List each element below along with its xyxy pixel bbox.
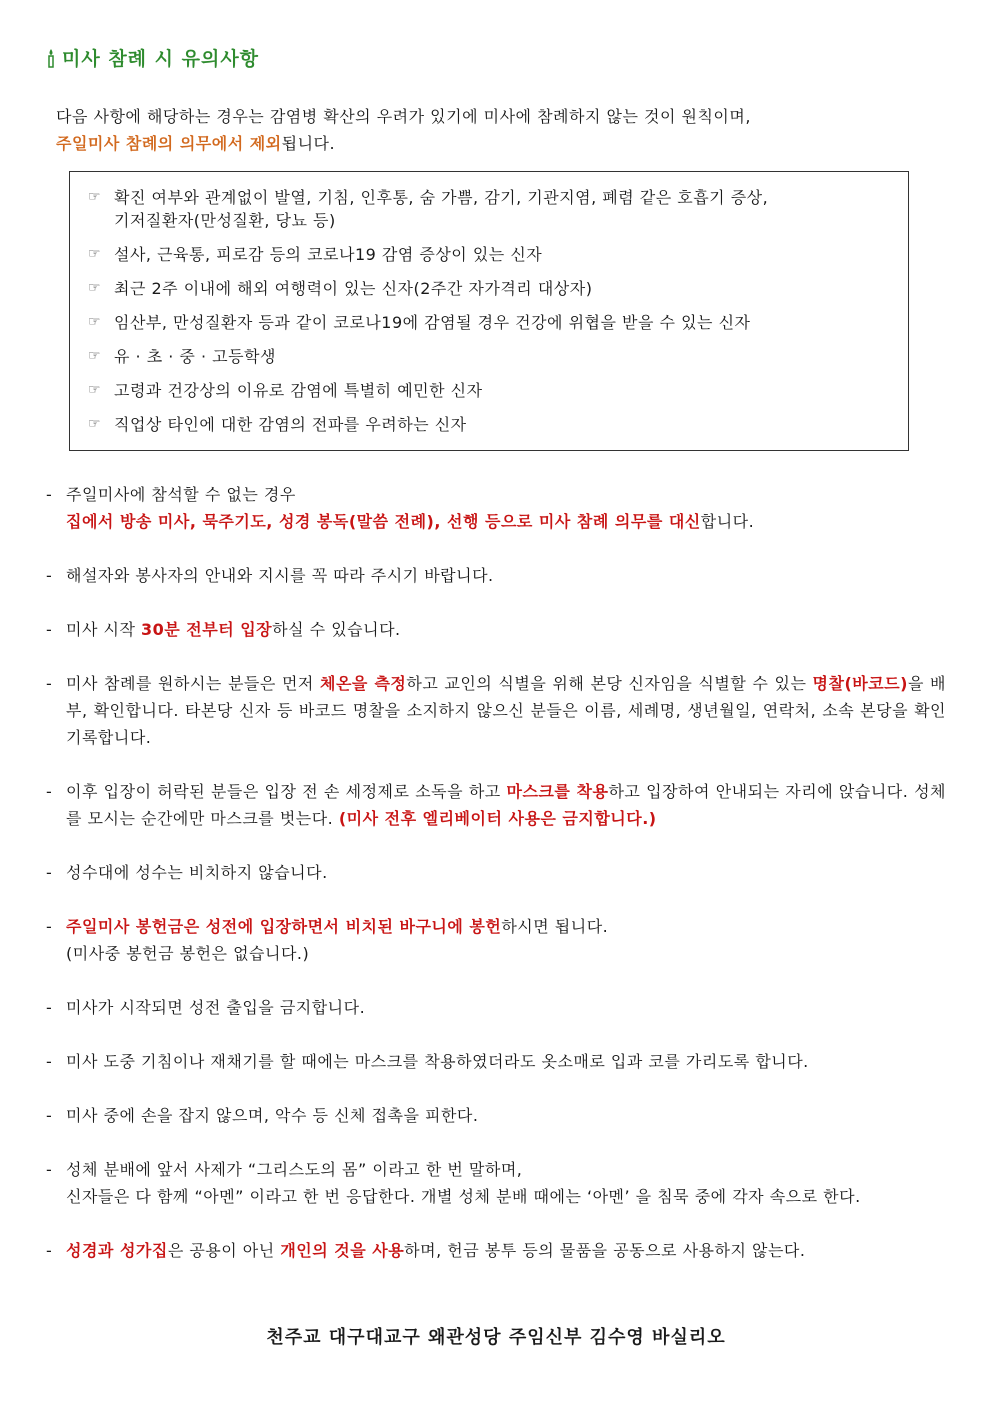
- exclusion-text: 임산부, 만성질환자 등과 같이 코로나19에 감염될 경우 건강에 위협을 받을 수 있는 신자: [114, 313, 751, 332]
- note-text-rest: 합니다.: [700, 512, 755, 531]
- note-text: 미사 도중 기침이나 재채기를 할 때에는 마스크를 착용하였더라도 옷소매로 입과 코를 가리도록 합니다.: [66, 1052, 809, 1071]
- page-title-text: 미사 참례 시 유의사항: [62, 48, 260, 70]
- dash-bullet: -: [46, 1106, 53, 1125]
- note-text-part: 이후 입장이 허락된 분들은 입장 전 손 세정제로 소독을 하고: [66, 782, 507, 801]
- note-item: [46, 670, 946, 751]
- exclusion-text: 고령과 건강상의 이유로 감염에 특별히 예민한 신자: [114, 381, 483, 400]
- note-text-part: 미사 시작: [66, 620, 141, 639]
- notes-list: [46, 481, 946, 1264]
- note-item: [46, 616, 946, 643]
- exclusion-list: [70, 172, 908, 436]
- note-text-part: 을 배부, 확인합니다. 타본당 신자 등 바코드 명찰을 소지하지 않으신 분들은 이름, 세례명, 생년월일, 연락처, 소속 본당을 확인 기록합니다.: [66, 674, 946, 747]
- note-text: [66, 1237, 946, 1264]
- dash-bullet: -: [46, 485, 53, 504]
- exclusion-text: 유 · 초 · 중 · 고등학생: [114, 347, 276, 366]
- note-highlight: (미사 전후 엘리베이터 사용은 금지합니다.): [338, 809, 657, 828]
- dash-bullet: -: [46, 917, 53, 936]
- note-highlight: 개인의 것을 사용: [280, 1241, 405, 1260]
- note-highlight: 주일미사 봉헌금은 성전에 입장하면서 비치된 바구니에 봉헌: [66, 917, 502, 936]
- note-text-part: 하며, 헌금 봉투 등의 물품을 공동으로 사용하지 않는다.: [404, 1241, 806, 1260]
- note-text: 주일미사에 참석할 수 없는 경우: [66, 485, 296, 504]
- pointing-hand-icon: ☞: [88, 348, 102, 364]
- exclusion-item: [88, 243, 908, 266]
- note-item: [46, 481, 946, 535]
- note-text: [66, 670, 946, 751]
- note-item: [46, 562, 946, 589]
- note-item: [46, 1156, 946, 1210]
- note-text: [66, 778, 946, 832]
- note-text-part: 미사 참례를 원하시는 분들은 먼저: [66, 674, 320, 693]
- pointing-hand-icon: ☞: [88, 314, 102, 330]
- dash-bullet: -: [46, 566, 53, 585]
- pointing-hand-icon: ☞: [88, 280, 102, 296]
- note-text-part: 은 공용이 아닌: [167, 1241, 281, 1260]
- pointing-hand-icon: ☞: [88, 382, 102, 398]
- note-text: [66, 616, 946, 643]
- intro-paragraph: [56, 103, 751, 157]
- note-item: [46, 1048, 946, 1075]
- dash-bullet: -: [46, 782, 53, 801]
- dash-bullet: -: [46, 620, 53, 639]
- exclusion-item: [88, 186, 908, 232]
- exclusion-item: [88, 379, 908, 402]
- note-highlight: 명찰(바코드): [812, 674, 908, 693]
- note-text: 미사 중에 손을 잡지 않으며, 악수 등 신체 접촉을 피한다.: [66, 1106, 479, 1125]
- note-text-part: 하실 수 있습니다.: [272, 620, 401, 639]
- note-item: [46, 913, 946, 967]
- note-text: 미사가 시작되면 성전 출입을 금지합니다.: [66, 998, 366, 1017]
- note-text-part: 하시면 됩니다.: [501, 917, 609, 936]
- signature-footer: 천주교 대구대교구 왜관성당 주임신부 김수영 바실리오: [266, 1327, 726, 1348]
- exclusion-text: 최근 2주 이내에 해외 여행력이 있는 신자(2주간 자가격리 대상자): [114, 279, 593, 298]
- note-text: [66, 508, 946, 535]
- note-text: (미사중 봉헌금 봉헌은 없습니다.): [66, 944, 310, 963]
- intro-line-1: 다음 사항에 해당하는 경우는 감염병 확산의 우려가 있기에 미사에 참례하지 않는 것이 원칙이며,: [56, 107, 751, 126]
- note-item: [46, 1102, 946, 1129]
- dash-bullet: -: [46, 998, 53, 1017]
- note-highlight: 마스크를 착용: [506, 782, 609, 801]
- note-item: [46, 859, 946, 886]
- note-text: 신자들은 다 함께 “아멘” 이라고 한 번 응답한다. 개별 성체 분배 때에는 ‘아멘’ 을 침묵 중에 각자 속으로 한다.: [66, 1187, 861, 1206]
- note-text-part: 하고 교인의 식별을 위해 본당 신자임을 식별할 수 있는: [406, 674, 813, 693]
- pointing-hand-icon: ☞: [88, 189, 102, 205]
- dash-bullet: -: [46, 674, 53, 693]
- exclusion-item: [88, 311, 908, 334]
- exclusion-text: 확진 여부와 관계없이 발열, 기침, 인후통, 숨 가쁨, 감기, 기관지염, 폐렴 같은 호흡기 증상, 기저질환자(만성질환, 당뇨 등): [114, 188, 769, 230]
- exclusion-item: [88, 345, 908, 368]
- note-item: [46, 994, 946, 1021]
- dash-bullet: -: [46, 1052, 53, 1071]
- note-text: 해설자와 봉사자의 안내와 지시를 꼭 따라 주시기 바랍니다.: [66, 566, 494, 585]
- note-text: 성체 분배에 앞서 사제가 “그리스도의 몸” 이라고 한 번 말하며,: [66, 1160, 523, 1179]
- dash-bullet: -: [46, 863, 53, 882]
- dash-bullet: -: [46, 1241, 53, 1260]
- pointing-hand-icon: ☞: [88, 246, 102, 262]
- exclusion-item: [88, 277, 908, 300]
- note-highlight: 체온을 측정: [320, 674, 407, 693]
- note-text: 성수대에 성수는 비치하지 않습니다.: [66, 863, 328, 882]
- dash-bullet: -: [46, 1160, 53, 1179]
- exclusion-item: [88, 413, 908, 436]
- candle-icon: [46, 48, 56, 68]
- intro-highlight: 주일미사 참례의 의무에서 제외: [56, 134, 282, 153]
- intro-line-2: [56, 130, 751, 157]
- page-title: [46, 44, 259, 71]
- intro-line-2-rest: 됩니다.: [281, 134, 336, 153]
- exclusion-box: [69, 171, 909, 451]
- note-item: [46, 1237, 946, 1264]
- note-highlight: 집에서 방송 미사, 묵주기도, 성경 봉독(말씀 전례), 선행 등으로 미사 참례 의무를 대신: [66, 512, 701, 531]
- note-text-part: 하고 입장하여 안내되는 자리에 앉습니다. 성체를 모시는 순간에만 마스크를 벗는다.: [66, 782, 946, 828]
- pointing-hand-icon: ☞: [88, 416, 102, 432]
- note-text: [66, 913, 946, 940]
- exclusion-text: 설사, 근육통, 피로감 등의 코로나19 감염 증상이 있는 신자: [114, 245, 543, 264]
- note-highlight: 30분 전부터 입장: [141, 620, 273, 639]
- exclusion-text: 직업상 타인에 대한 감염의 전파를 우려하는 신자: [114, 415, 467, 434]
- note-item: [46, 778, 946, 832]
- note-highlight: 성경과 성가집: [66, 1241, 168, 1260]
